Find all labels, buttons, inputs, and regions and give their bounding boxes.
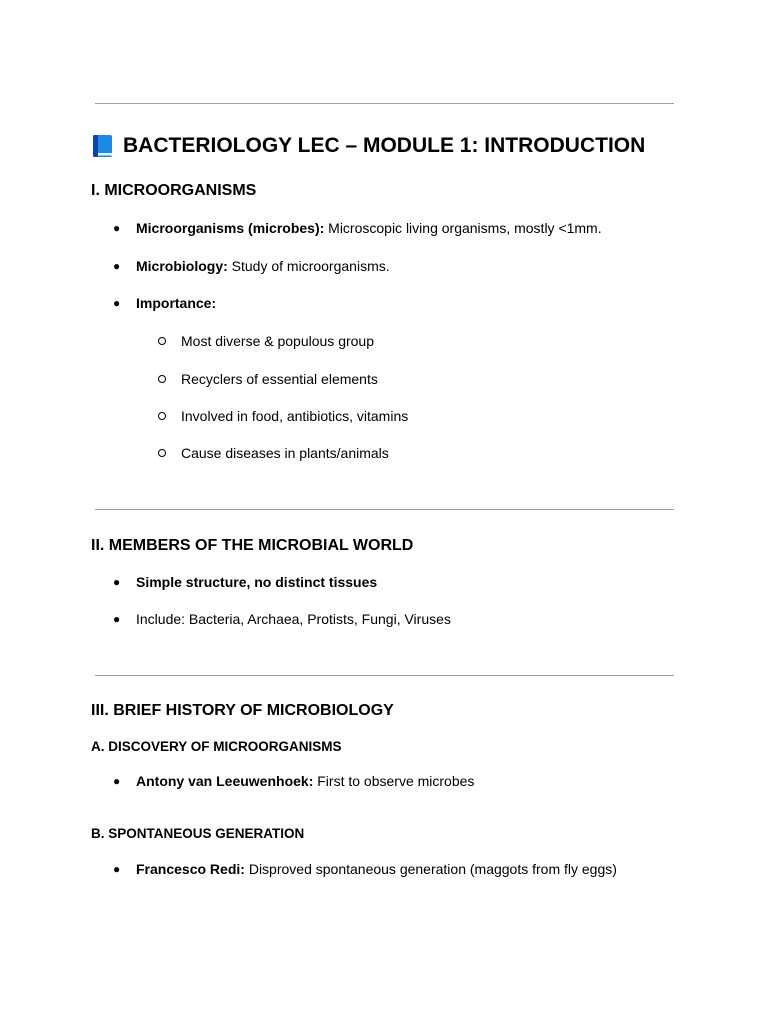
list-item-text: Microscopic living organisms, mostly <1mm. [324, 220, 602, 236]
list-item-label: Microorganisms (microbes): [136, 220, 325, 236]
book-icon [91, 134, 115, 158]
list-item-label: Antony van Leeuwenhoek: [136, 773, 314, 789]
subsection-heading-discovery: A. DISCOVERY OF MICROORGANISMS [91, 739, 342, 754]
list-item-label: Francesco Redi: [136, 861, 245, 877]
list-item-text: Study of microorganisms. [227, 258, 390, 274]
list-item-label: Importance: [136, 295, 217, 311]
section-heading-members: II. MEMBERS OF THE MICROBIAL WORLD [91, 537, 414, 554]
subsection-heading-spontaneous-generation: B. SPONTANEOUS GENERATION [91, 826, 305, 841]
list-item-text: First to observe microbes [313, 773, 475, 789]
section-divider [95, 675, 674, 676]
bullet: ● [113, 296, 121, 310]
bullet: ● [113, 774, 121, 788]
sub-list-item: Cause diseases in plants/animals [181, 445, 389, 461]
bullet: ● [113, 221, 121, 235]
list-item [136, 772, 474, 790]
page-title [91, 134, 645, 158]
sub-bullet [158, 337, 166, 345]
list-item-label: Simple structure, no distinct tissues [136, 574, 378, 590]
bullet: ● [113, 575, 121, 589]
section-heading-history: III. BRIEF HISTORY OF MICROBIOLOGY [91, 702, 394, 719]
list-item [136, 257, 390, 275]
bullet: ● [113, 612, 121, 626]
sub-bullet [158, 412, 166, 420]
top-divider [95, 103, 674, 104]
list-item-text: Include: Bacteria, Archaea, Protists, Fungi, Viruses [136, 611, 451, 627]
list-item [136, 610, 451, 628]
list-item-text: Disproved spontaneous generation (maggots from fly eggs) [244, 861, 617, 877]
sub-list-item: Involved in food, antibiotics, vitamins [181, 408, 409, 424]
section-heading-microorganisms: I. MICROORGANISMS [91, 182, 257, 199]
bullet: ● [113, 259, 121, 273]
list-item [136, 219, 602, 237]
list-item [136, 860, 617, 878]
list-item-label: Microbiology: [136, 258, 228, 274]
sub-list-item: Most diverse & populous group [181, 333, 374, 349]
bullet: ● [113, 862, 121, 876]
section-divider [95, 509, 674, 510]
list-item [136, 573, 377, 591]
sub-list-item: Recyclers of essential elements [181, 371, 378, 387]
sub-bullet [158, 449, 166, 457]
page-title-text: BACTERIOLOGY LEC – MODULE 1: INTRODUCTION [123, 134, 646, 157]
list-item [136, 294, 216, 312]
sub-bullet [158, 375, 166, 383]
